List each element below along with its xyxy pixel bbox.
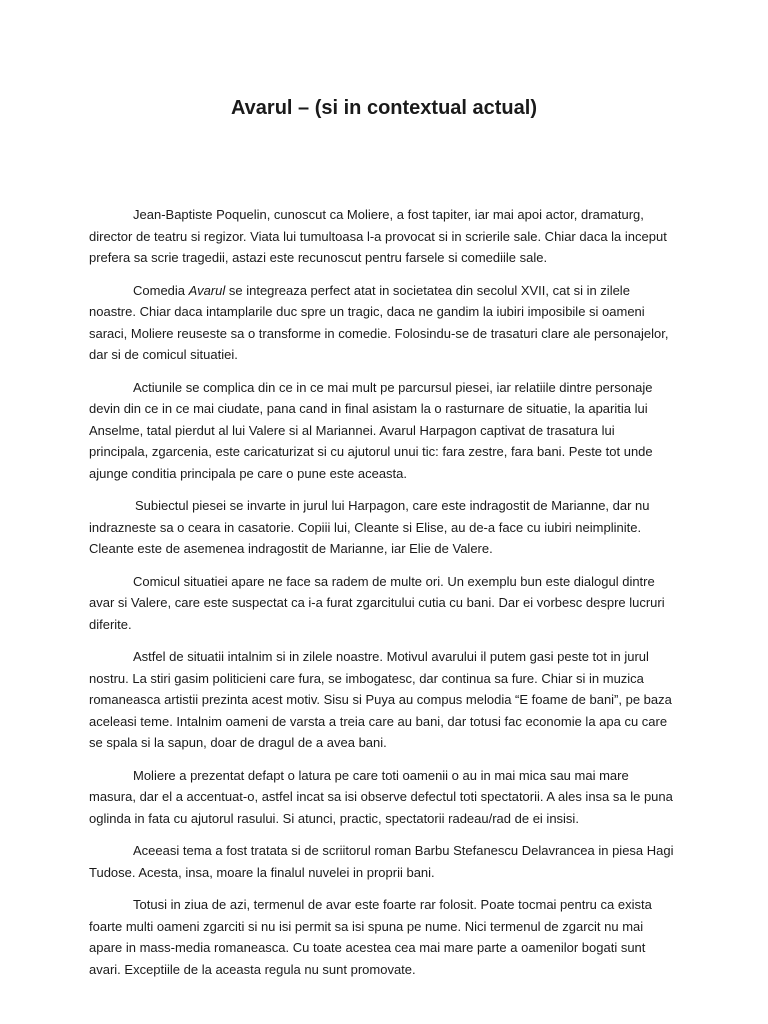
paragraph-7: Moliere a prezentat defapt o latura pe care toti oamenii o au in mai mica sau mai mare masura, dar el a accentuat-o, astfel incat sa isi observe defectul toti spectatorii. A ales insa sa le puna oglinda in fata cu ajutorul rasului. Si atunci, practic, spectatorii radeau/rad de ei insisi. — [89, 767, 673, 826]
paragraph-6: Astfel de situatii intalnim si in zilele noastre. Motivul avarului il putem gasi peste tot in jurul nostru. La stiri gasim politicieni care fura, se imbogatesc, dar continua sa fure. Chiar si in muzica romaneasca artistii prezinta acest motiv. Sisu si Puya au compus melodia “E foame de bani”, pe baza aceleasi teme. Intalnim oameni de varsta a treia care au bani, dar totusi fac economie la apa cu care se spala si la sapun, doar de dragul de a avea bani. — [89, 649, 672, 750]
paragraph-8: Aceeasi tema a fost tratata si de scriitorul roman Barbu Stefanescu Delavrancea in piesa Hagi Tudose. Acesta, insa, moare la finalul nuvelei in proprii bani. — [89, 843, 674, 880]
paragraph-2 — [89, 280, 677, 366]
paragraph-9: Totusi in ziua de azi, termenul de avar este foarte rar folosit. Poate tocmai pentru ca exista foarte multi oameni zgarciti si nu isi permit sa isi spuna pe nume. Nici termenul de zgarcit nu mai apare in mass-media romaneasca. Cu toate acestea cea mai mare parte a oamenilor bogati sunt avari. Exceptiile de la aceasta regula nu sunt promovate. — [89, 897, 652, 977]
document-body — [89, 204, 677, 991]
paragraph-5: Comicul situatiei apare ne face sa radem de multe ori. Un exemplu bun este dialogul dintre avar si Valere, care este suspectat ca i-a furat zgarcitului cutia cu bani. Dar ei vorbesc despre lucruri diferite. — [89, 573, 665, 632]
paragraph-3: Actiunile se complica din ce in ce mai mult pe parcursul piesei, iar relatiile dintre personaje devin din ce in ce mai ciudate, pana cand in final asistam la o rasturnare de situatie, la aparitia lui Anselme, tatal pierdut al lui Valere si al Mariannei. Avarul Harpagon captivat de trasatura lui principala, zgarcenia, este caricaturizat si cu ajutorul unui tic: fara zestre, fara bani. Peste tot unde ajunge conditia principala pe care o pune este aceasta. — [89, 379, 653, 481]
play-title-italic: Avarul — [188, 282, 226, 298]
paragraph-2-after: se integreaza perfect atat in societatea din secolul XVII, cat si in zilele noastre. Chiar daca intamplarile duc spre un tragic, daca ne gandim la iubiri imposibile si oameni saraci, Moliere reuseste sa o transforme in comedie. Folosindu-se de trasaturi clare ale personajelor, dar si de comicul situatiei. — [89, 282, 669, 362]
paragraph-4: Subiectul piesei se invarte in jurul lui Harpagon, care este indragostit de Marianne, dar nu indrazneste sa o ceara in casatorie. Copiii lui, Cleante si Elise, au de-a face cu iubiri neimplinite. Cleante este de asemenea indragostit de Marianne, iar Elie de Valere. — [89, 498, 650, 556]
paragraph-1: Jean-Baptiste Poquelin, cunoscut ca Moliere, a fost tapiter, iar mai apoi actor, dramaturg, director de teatru si regizor. Viata lui tumultoasa l-a provocat si in scrierile sale. Chiar daca la inceput prefera sa scrie tragedii, astazi este recunoscut pentru farsele si comediile sale. — [89, 207, 667, 265]
paragraph-2-before: Comedia — [133, 282, 189, 298]
document-title: Avarul – (si in contextual actual) — [230, 97, 537, 119]
